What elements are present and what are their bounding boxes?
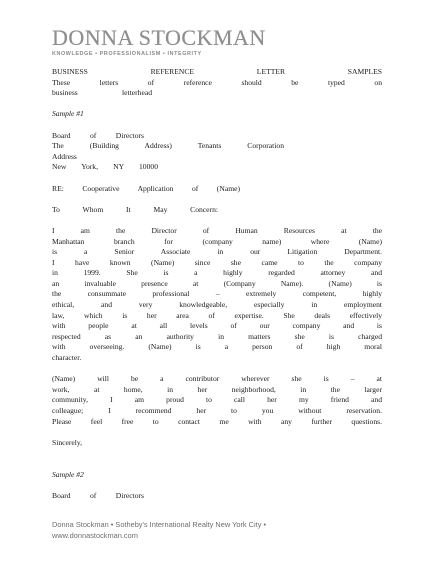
footer-line: Donna Stockman • Sotheby's International Realty New York City • — [52, 520, 267, 529]
paragraph-line: (Name) will be a contributor wherever she is – at — [52, 374, 382, 384]
footer-website: www.donnastockman.com — [52, 531, 138, 540]
sample-label: Sample #2 — [52, 469, 84, 479]
heading-line: These letters of reference should be typed on — [52, 77, 382, 87]
letter-body — [52, 67, 382, 501]
paragraph-line: character. — [52, 353, 82, 363]
re-line: RE: Cooperative Application of (Name) — [52, 183, 240, 193]
paragraph-line: in 1999. She is a highly regarded attorney and — [52, 268, 382, 278]
paragraph-line: work, at home, in her neighborhood, in the larger — [52, 384, 382, 394]
heading-line: business letterhead — [52, 88, 152, 98]
paragraph-line: law, which is her area of expertise. She deals effectively — [52, 310, 382, 320]
paragraph-line: the consummate professional – extremely competent, highly — [52, 289, 382, 299]
closing: Sincerely, — [52, 437, 83, 447]
paragraph-line: community, I am proud to call her my friend and — [52, 395, 382, 405]
address-line: Board of Directors — [52, 490, 144, 500]
paragraph-line: colleague; I recommend her to you without reservation. — [52, 406, 382, 415]
brand-name: DONNA STOCKMAN — [52, 25, 266, 50]
paragraph-1 — [52, 226, 382, 364]
heading-line: BUSINESS REFERENCE LETTER SAMPLES — [52, 67, 382, 76]
paragraph-line: I am the Director of Human Resources at the — [52, 225, 382, 235]
address-line: The (Building Address) Tenants Corporation — [52, 141, 284, 151]
paragraph-line: Manhattan branch for (company name) where (Name) — [52, 236, 382, 246]
address-line: Board of Directors — [52, 130, 144, 140]
page-footer — [52, 519, 392, 541]
paragraph-line: with people at all levels of our company and is — [52, 321, 382, 331]
brand-logo — [52, 25, 266, 58]
sample-label: Sample #1 — [52, 109, 84, 119]
paragraph-line: with overseeing. (Name) is a person of high moral — [52, 342, 382, 352]
paragraph-line: an invaluable presence at (Company Name). (Name) is — [52, 278, 382, 288]
address-line: Address — [52, 151, 77, 161]
paragraph-line: respected as an authority in matters she is charged — [52, 331, 382, 341]
paragraph-line: is a Senior Associate in our Litigation Department. — [52, 247, 382, 257]
paragraph-line: Please feel free to contact me with any further questions. — [52, 416, 382, 426]
address-line: New York, NY 10000 — [52, 162, 158, 172]
salutation: To Whom It May Concern: — [52, 204, 218, 214]
paragraph-2 — [52, 374, 382, 427]
brand-tagline: KNOWLEDGE • PROFESSIONALISM • INTEGRITY — [52, 51, 202, 57]
paragraph-line: I have known (Name) since she came to the company — [52, 257, 382, 267]
paragraph-line: ethical, and very knowledgeable, especially in employment — [52, 300, 382, 310]
